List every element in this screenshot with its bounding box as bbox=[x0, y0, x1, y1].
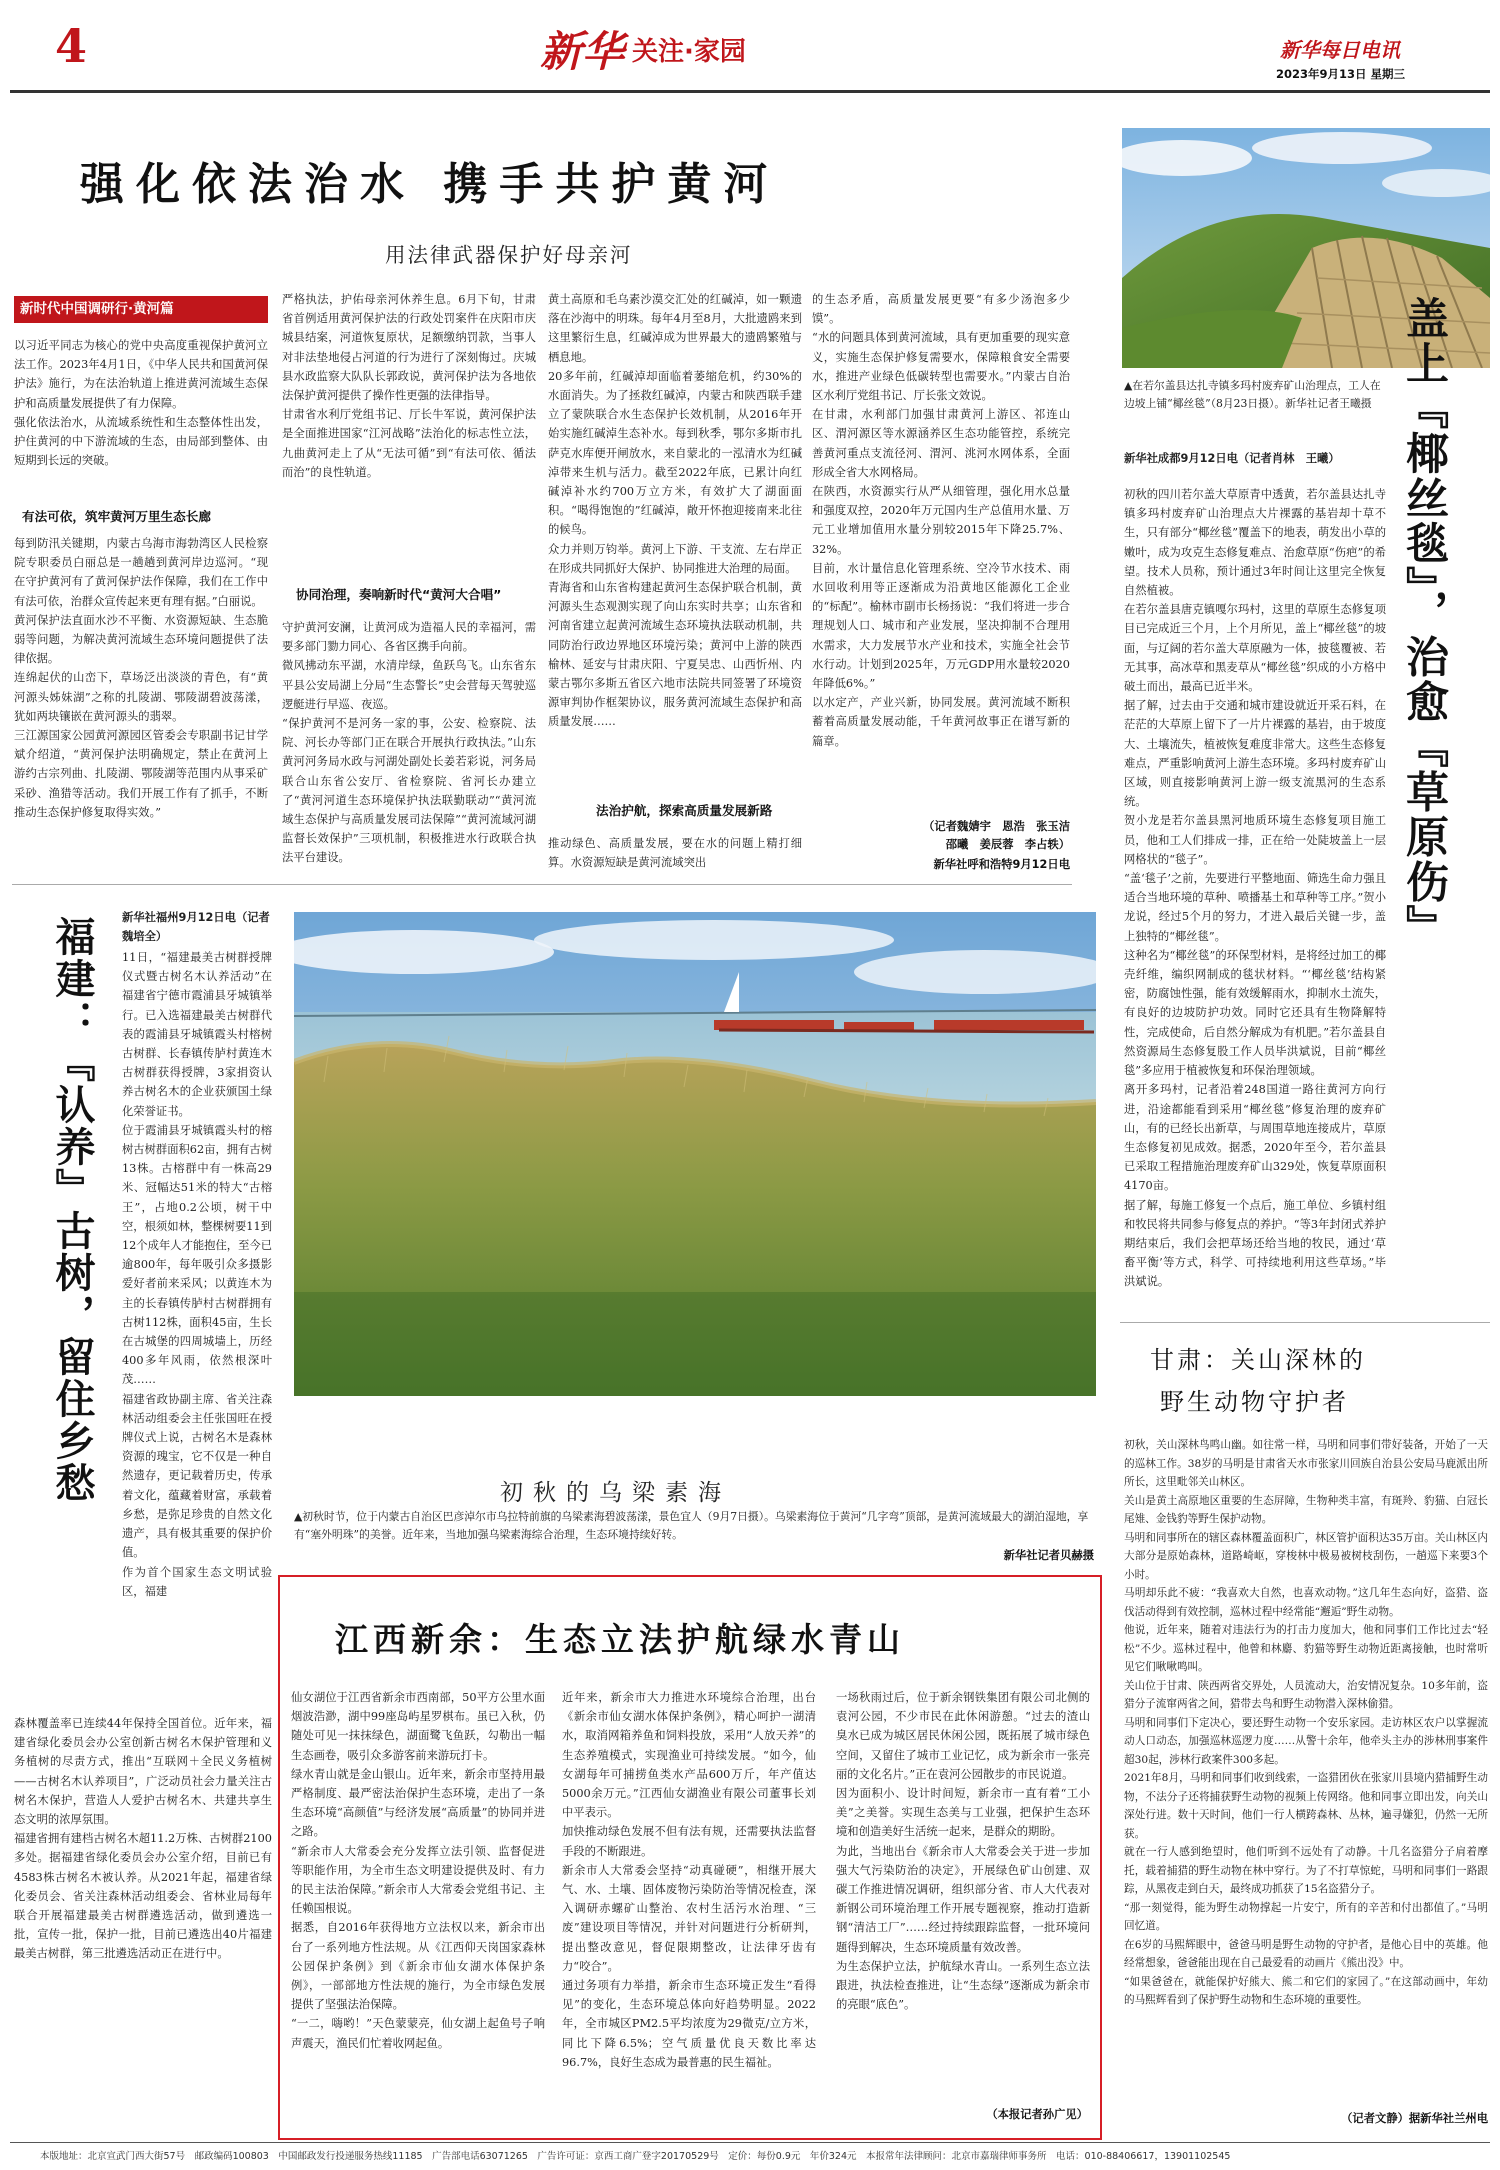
lead-subhead-3: 法治护航，探索高质量发展新路 bbox=[596, 803, 773, 818]
column-tag bbox=[14, 296, 268, 323]
center-photo-credit: 新华社记者贝赫摄 bbox=[1003, 1549, 1094, 1562]
lead-subhead-1: 有法可依，筑牢黄河万里生态长廊 bbox=[22, 509, 211, 524]
grass-body: 初秋的四川若尔盖大草原青中透黄，若尔盖县达扎寺镇多玛村废弃矿山治理点大片裸露的基岩却十草不生，只有部分“椰丝毯”覆盖下的地表，萌发出小草的嫩叶，成为攻克生态修复难点、治愈草原“伤疤”的希望。技术人员称，预计通过3年时间让这里完全恢复自然植被。 在若尔盖县唐克镇嘎尔玛村，这里的草原生态修复项目已完成近三个月，上个月所见，盖上“椰丝毯”的坡面，与辽阔的若尔盖大草原融为一体，披毯覆被、若无其事，高冰草和黑麦草从“椰丝毯”织成的小方格中破土而出，最高已近半米。 据了解，过去由于交通和城市建设就近开采石料，在茫茫的大草原上留下了一片片裸露的基岩，由于坡度大、土壤流失，植被恢复难度非常大。这些生态修复难点，严重影响黄河上游生态环境。多玛村废弃矿山区域，则直接影响黄河上游一级支流黑河的生态系统。 贺小龙是若尔盖县黑河地质环境生态修复项目施工员，他和工人们排成一排，正在给一处陡坡盖上一层网格状的“毯子”。 “盖‘毯子’之前，先要进行平整地面、筛选生命力强且适合当地环境的草种、喷播基土和草种等工序。”贺小龙说，经过5个月的努力，才进入最后关键一步，盖上独特的“椰丝毯”。 这种名为“椰丝毯”的环保型材料，是将经过加工的椰壳纤维，编织网制成的毯状材料。“‘椰丝毯’结构紧密，防腐蚀性强，能有效缓解雨水，抑制水土流失，有良好的边坡防护功效。同时它还具有生物降解特性，完成使命，后自然分解成为有机肥。”若尔盖县自然资源局生态修复股工作人员毕洪斌说，目前“椰丝毯”多应用于植被恢复和环保治理领域。 离开多玛村，记者沿着248国道一路往黄河方向行进，沿途都能看到采用“椰丝毯”修复治理的废弃矿山，有的已经长出新草，与周围草地连接成片，草原生态修复初见成效。据悉，2020年至今，若尔盖县已采取工程措施治理废弃矿山329处，恢复草原面积4170亩。 据了解，每施工修复一个点后，施工单位、乡镇村组和牧民将共同参与修复点的养护。“等3年封闭式养护期结束后，我们会把草场还给当地的牧民，通过‘草畜平衡’等方式，科学、可持续地利用这些草场。”毕洪斌说。 bbox=[1124, 488, 1386, 1289]
lead-col4: 的生态矛盾，高质量发展更要“有多少汤泡多少馍”。 “水的问题具体到黄河流域，具有更加重要的现实意义，实施生态保护修复需要水，保障粮食安全需要水，推进产业绿色低碳转型也需要水。”内蒙古自治区水利厅党组书记、厅长张文效说。 在甘肃，水利部门加强甘肃黄河上游区、祁连山区、渭河源区等水源涵养区生态功能管控，系统完善黄河重点支流径河、渭河、洮河水网体系，全面形成全省大水网格局。 在陕西，水资源实行从严从细管理，强化用水总量和强度双控，2020年万元国内生产总值用水量、万元工业增加值用水量分别较2015年下降25.7%、32%。 目前，水计量信息化管理系统、空冷节水技术、雨水回收利用等正逐渐成为沿黄地区能源化工企业的“标配”。榆林市副市长杨扬说：“我们将进一步合理规划人口、城市和产业发展，坚决抑制不合理用水需求，大力发展节水产业和技术，实施全社会节水行动。计划到2025年，万元GDP用水量较2020年降低6%。” 以水定产，产业兴新，协同发展。黄河流域不断积蓄着高质量发展动能，千年黄河故事正在谱写新的篇章。 bbox=[812, 293, 1070, 748]
jiangxi-headline: 江西新余：生态立法护航绿水青山 bbox=[335, 1620, 905, 1659]
lead-col3-b: 推动绿色、高质量发展，要在水的问题上精打细算。水资源短缺是黄河流域突出 bbox=[548, 837, 802, 870]
lead-subhead-2: 协同治理，奏响新时代“黄河大合唱” bbox=[296, 587, 502, 602]
fujian-body-narrow: 11日，“福建最美古树群授牌仪式暨古树名木认养活动”在福建省宁德市霞浦县牙城镇举行。已入选福建最美古树群代表的霞浦县牙城镇霞头村榕树古树群、长春镇传胪村黄连木古树群获得授牌，3家捐资认养古树名木的企业获颁国土绿化荣誉证书。 位于霞浦县牙城镇霞头村的榕树古树群面积62亩，拥有古树13株。古榕群中有一株高29米、冠幅达51米的特大“古榕王”，占地0.2公顷，树干中空，根须如林，整棵树要11到12个成年人才能抱住，至今已逾800年，每年吸引众多摄影爱好者前来采风；以黄连木为主的长春镇传胪村古树群拥有古树112株，面积45亩，生长在古城堡的四周城墙上，历经400多年风雨，依然根深叶茂…… 福建省政协副主席、省关注森林活动组委会主任张国旺在授牌仪式上说，古树名木是森林资源的瑰宝，它不仅是一种自然遗存，更记载着历史，传承着文化，蕴藏着财富，承载着乡愁，是弥足珍贵的自然文化遗产，具有极其重要的保护价值。 作为首个国家生态文明试验区，福建 bbox=[122, 951, 272, 1598]
header-rule bbox=[10, 90, 1490, 93]
center-photo-caption: ▲初秋时节，位于内蒙古自治区巴彦淖尔市乌拉特前旗的乌梁素海碧波荡漾，景色宜人（9月7日摄）。乌梁素海位于黄河“几字弯”顶部，是黄河流域最大的湖泊湿地，享有“塞外明珠”的美誉。近年来，当地加强乌梁素海综合治理，生态环境持续好转。 bbox=[294, 1510, 1089, 1541]
lead-col3-a: 黄土高原和毛乌素沙漠交汇处的红碱淖，如一颗遗落在沙海中的明珠。每年4月至8月，大批遗鸥来到这里繁衍生息，红碱淖成为世界最大的遗鸥繁殖与栖息地。 20多年前，红碱淖却面临着萎缩危机，约30%的水面消失。为了拯救红碱淖，内蒙古和陕西联手建立了蒙陕联合水生态保护长效机制，从2016年开始实施红碱淖生态补水。每到秋季，鄂尔多斯市扎萨克水库便开闸放水，来自蒙北的一泓清水为红碱淖带来生机与活力。截至2022年底，已累计向红碱淖补水约700万立方米，有效扩大了湖面面积。“喝得饱饱的”红碱淖，敞开怀抱迎接南来北往的候鸟。 众力并则万钧举。黄河上下游、干支流、左右岸正在形成共同抓好大保护、协同推进大治理的局面。 青海省和山东省构建起黄河生态保护联合机制，黄河源头生态观测实现了向山东实时共享；山东省和河南省建立起黄河流域生态环境执法联动机制，共同防治行政边界地区环境污染；黄河中上游的陕西榆林、延安与甘肃庆阳、宁夏吴忠、山西忻州、内蒙古鄂尔多斯五省区六地市法院共同签署了环境资源审判协作框架协议，服务黄河流域生态保护和高质量发展…… bbox=[548, 293, 802, 729]
page-number: 4 bbox=[55, 19, 88, 73]
fujian-body-wide: 森林覆盖率已连续44年保持全国首位。近年来，福建省绿化委员会办公室创新古树名木保护管理和义务植树的尽责方式，推出“互联网＋全民义务植树——古树名木认养项目”，广泛动员社会力量关注古树名木保护，营造人人爱护古树名木、共建共享生态文明的浓厚氛围。 福建省拥有建档古树名木超11.2万株、古树群2100多处。据福建省绿化委员会办公室介绍，目前已有4583株古树名木被认养。从2021年起，福建省绿化委员会、省关注森林活动组委会、省林业局每年联合开展福建最美古树群遴选活动，做到遴选一批，宣传一批，保护一批，目前已遴选出40片福建最美古树群，第三批遴选活动正在进行中。 bbox=[14, 1717, 272, 1961]
gansu-credit: （记者文静）据新华社兰州电 bbox=[1341, 2112, 1488, 2125]
wuliangsu-lake-photo bbox=[294, 912, 1096, 1396]
masthead bbox=[540, 24, 746, 74]
lead-reporters: （记者魏婧宇 恩浩 张玉洁 邵曦 姜辰蓉 李占轶） bbox=[923, 820, 1070, 851]
section-name: 关注·家园 bbox=[632, 36, 746, 67]
center-photo-title: 初秋的乌梁素海 bbox=[500, 1480, 731, 1506]
lead-col1-a: 以习近平同志为核心的党中央高度重视保护黄河立法工作。2023年4月1日，《中华人民共和国黄河保护法》施行，为在法治轨道上推进黄河流域生态保护和高质量发展提供了有力保障。 强化依法治水，从流域系统性和生态整体性出发，护住黄河的中下游流域的生态，由局部到整体、由短期到长远的突破。 bbox=[14, 339, 268, 468]
gansu-headline bbox=[1150, 1342, 1480, 1420]
fujian-dateline: 新华社福州9月12日电（记者魏培全） bbox=[122, 911, 270, 944]
jiangxi-col3: 一场秋雨过后，位于新余钢铁集团有限公司北侧的袁河公园，不少市民在此休闲游憩。“过去的渣山臭水已成为城区居民休闲公园，既拓展了城市绿色空间，又留住了城市工业记忆，成为新余市一张亮丽的文化名片。”正在袁河公园散步的市民说道。 因为面积小、设计时间短，新余市一直有着“工小美”之美誉。实现生态美与工业强，把保护生态环境和创造美好生活统一起来，是群众的期盼。 为此，当地出台《新余市人大常委会关于进一步加强大气污染防治的决定》，开展绿色矿山创建、双碳工作推进情况调研，组织部分省、市人大代表对新钢公司环境治理工作开展专题视察，推动打造新钢“清洁工厂”……经过持续跟踪监督，一批环境问题得到解决，生态环境质量有效改善。 为生态保护立法，护航绿水青山。一系列生态立法跟进，执法检查推进，让“生态绿”逐渐成为新余市的亮眼“底色”。 bbox=[836, 1691, 1090, 2012]
jiangxi-col1: 仙女湖位于江西省新余市西南部，50平方公里水面烟波浩渺，湖中99座岛屿星罗棋布。虽已入秋，仍随处可见一抹抹绿色，湖面鹭飞鱼跃，勾勒出一幅生态画卷，吸引众多游客前来游玩打卡。 绿水青山就是金山银山。近年来，新余市坚持用最严格制度、最严密法治保护生态环境，走出了一条生态环境“高颜值”与经济发展“高质量”的协同并进之路。 “新余市人大常委会充分发挥立法引领、监督促进等职能作用，为全市生态文明建设提供及时、有力的民主法治保障。”新余市人大常委会党组书记、主任赖国根说。 据悉，自2016年获得地方立法权以来，新余市出台了一系列地方性法规。从《江西仰天岗国家森林公园保护条例》到《新余市仙女湖水体保护条例》，一部部地方性法规的施行，为全市绿色发展提供了坚强法治保障。 “一二，嗨哟！”天色蒙蒙亮，仙女湖上起鱼号子响声震天，渔民们忙着收网起鱼。 bbox=[291, 1691, 545, 2050]
edition-brand: 新华每日电讯 bbox=[1280, 38, 1400, 62]
lead-bottom-rule bbox=[12, 884, 1072, 885]
gansu-headline-line2: 野生动物守护者 bbox=[1160, 1388, 1349, 1416]
photo-right-caption: ▲在若尔盖县达扎寺镇多玛村废弃矿山治理点，工人在边坡上铺“椰丝毯”（8月23日摄）。新华社记者王曦摄 bbox=[1124, 379, 1381, 410]
lead-col2-a: 严格执法，护佑母亲河休养生息。6月下旬，甘肃省首例适用黄河保护法的行政处罚案件在庆阳市庆城县结案，河道恢复原状，足额缴纳罚款，当事人对非法垫地侵占河道的行为进行了深刻悔过。庆城县水政监察大队队长郭政说，黄河保护法为各地依法保护黄河提供了操作性更强的法律指导。 甘肃省水利厅党组书记、厅长牛军说，黄河保护法是全面推进国家“江河战略”法治化的标志性立法，九曲黄河走上了从“无法可循”到“有法可依、循法而治”的良性轨道。 bbox=[282, 293, 536, 479]
grass-headline: 盖上『椰丝毯』，治愈『草原伤』 bbox=[1399, 296, 1449, 950]
footer-rule bbox=[10, 2142, 1490, 2143]
column-tag-label: 新时代中国调研行·黄河篇 bbox=[20, 301, 174, 317]
jiangxi-credit: （本报记者孙广见） bbox=[986, 2108, 1088, 2121]
grass-lead bbox=[1124, 447, 1386, 468]
lead-headline: 强化依法治水 携手共护黄河 bbox=[80, 159, 780, 210]
grass-dateline: 新华社成都9月12日电（记者肖林 王曦） bbox=[1124, 452, 1340, 465]
lead-col1-b: 每到防汛关键期，内蒙古乌海市海勃湾区人民检察院专职委员白丽总是一趟趟到黄河岸边巡河。“现在守护黄河有了黄河保护法作保障，我们在工作中有法可依，治群众宣传起来更有理有据。”白丽说。 黄河保护法直面水沙不平衡、水资源短缺、生态脆弱等问题，为解决黄河流域生态环境问题提供了法律依据。 连绵起伏的山峦下，草场泛出淡淡的青色，有“黄河源头姊妹湖”之称的扎陵湖、鄂陵湖碧波荡漾，犹如两块镶嵌在黄河源头的翡翠。 三江源国家公园黄河源园区管委会专职副书记甘学斌介绍道，“黄河保护法明确规定，禁止在黄河上游约古宗列曲、扎陵湖、鄂陵湖等范围内从事采矿采砂、渔猎等活动。我们开展工作有了抓手，不断推动生态保护修复取得实效。” bbox=[14, 537, 268, 819]
lead-subheadline: 用法律武器保护好母亲河 bbox=[385, 243, 633, 267]
jiangxi-col2: 近年来，新余市大力推进水环境综合治理，出台《新余市仙女湖水体保护条例》，精心呵护一湖清水，取消网箱养鱼和饲料投放，采用“人放天养”的生态养殖模式，实现渔业可持续发展。“如今，仙女湖每年可捕捞鱼类水产品600万斤，年产值达5000余万元。”江西仙女湖渔业有限公司董事长刘中平表示。 加快推动绿色发展不但有法有规，还需要执法监督手段的不断跟进。 新余市人大常委会坚持“动真碰硬”，相继开展大气、水、土壤、固体废物污染防治等情况检查，深入调研赤螺矿山整治、农村生活污水治理、“三废”建设项目等情况，并针对问题进行分析研判，提出整改意见，督促限期整改，让法律牙齿有力“咬合”。 通过务项有力举措，新余市生态环境正发生“看得见”的变化，生态环境总体向好趋势明显。2022年，全市城区PM2.5平均浓度为29微克/立方米，同比下降6.5%；空气质量优良天数比率达96.7%，良好生态成为最普惠的民生福祉。 bbox=[562, 1691, 816, 2069]
footer-text: 本版地址：北京宣武门西大街57号 邮政编码100803 中国邮政发行投递服务热线11185 广告部电话63071265 广告许可证：京西工商广登字20170529号 定价：每份0.9元 年价324元 本报常年法律顾问：北京市嘉瑞律师事务所 电话：010-88406617，13901102545 bbox=[40, 2151, 1231, 2162]
gansu-headline-line1: 甘肃：关山深林的 bbox=[1150, 1346, 1366, 1374]
issue-date: 2023年9月13日 星期三 bbox=[1276, 67, 1406, 81]
paper-brand: 新华 bbox=[540, 27, 625, 76]
grass-bottom-rule bbox=[1120, 1322, 1490, 1323]
lead-col2-b: 守护黄河安澜，让黄河成为造福人民的幸福河，需要多部门勠力同心、各省区携手向前。 微风拂动东平湖，水清岸绿，鱼跃鸟飞。山东省东平县公安局湖上分局“生态警长”史会营每天驾驶巡逻艇进行早巡、夜巡。 “保护黄河不是河务一家的事，公安、检察院、法院、河长办等部门正在联合开展执行政执法。”山东黄河河务局水政与河湖处副处长姜若彩说，河务局联合山东省公安厅、省检察院、省河长办建立了“黄河河道生态环境保护执法联勤联动”“黄河流域生态保护与高质量发展司法保障”“黄河流域河湖监督长效保护”三项机制，积极推进水行政联合执法平台建设。 bbox=[282, 621, 536, 865]
lead-dateline: 新华社呼和浩特9月12日电 bbox=[933, 858, 1070, 871]
gansu-body: 初秋，关山深林鸟鸣山幽。如往常一样，马明和同事们带好装备，开始了一天的巡林工作。38岁的马明是甘肃省天水市张家川回族自治县公安局马鹿派出所所长，这里毗邻关山林区。 关山是黄土高原地区重要的生态屏障，生物种类丰富，有斑羚、豹猫、白冠长尾雉、金钱豹等野生保护动物。 马明和同事所在的辖区森林覆盖面积广，林区管护面积达35万亩。关山林区内大部分是原始森林，道路崎岖，穿梭林中极易被树枝刮伤，一趟巡下来要3个小时。 马明却乐此不疲：“我喜欢大自然，也喜欢动物。”这几年生态向好，盗猎、盗伐活动得到有效控制，巡林过程中经常能“邂逅”野生动物。 他说，近年来，随着对违法行为的打击力度加大，他和同事们工作比过去“轻松”不少。巡林过程中，他曾和林麝、豹猫等野生动物近距离接触，也时常听见它们啾啾鸣叫。 关山位于甘肃、陕西两省交界处，人员流动大，治安情况复杂。10多年前，盗猎分子流窜两省之间，猎带去鸟和野生动物潜入深林偷猎。 马明和同事们下定决心，要还野生动物一个安乐家园。走访林区农户以掌握流动人口动态，加强巡林巡逻力度……从警十余年，他牵头主办的涉林刑事案件超30起，涉林行政案件300多起。 2021年8月，马明和同事们收到线索，一盗猎团伙在张家川县境内猎捕野生动物，不法分子还将捕获野生动物的视频上传网络。他和同事立即出发，向关山深处行进。数十天时间，他们一行人横跨森林、丛林，遍寻嫌犯，仍然一无所获。 就在一行人感到绝望时，他们听到不远处有了动静。十几名盗猎分子肩着摩托，载着捕猎的野生动物在林中穿行。为了不打草惊蛇，马明和同事们一路跟踪，从黑夜走到白天，最终成功抓获了15名盗猎分子。 “那一刻觉得，能为野生动物撑起一片安宁，所有的辛苦和付出都值了。”马明回忆道。 在6岁的马熙辉眼中，爸爸马明是野生动物的守护者，是他心目中的英雄。他经常想象，爸爸能出现在自己最爱看的动画片《熊出没》中。 “如果爸爸在，就能保护好熊大、熊二和它们的家园了。”在这部动画中，年幼的马熙辉看到了保护野生动物和生态环境的重要性。 bbox=[1124, 1439, 1488, 2006]
fujian-headline: 福建：『认养』古树，留住乡愁 bbox=[49, 916, 95, 1504]
